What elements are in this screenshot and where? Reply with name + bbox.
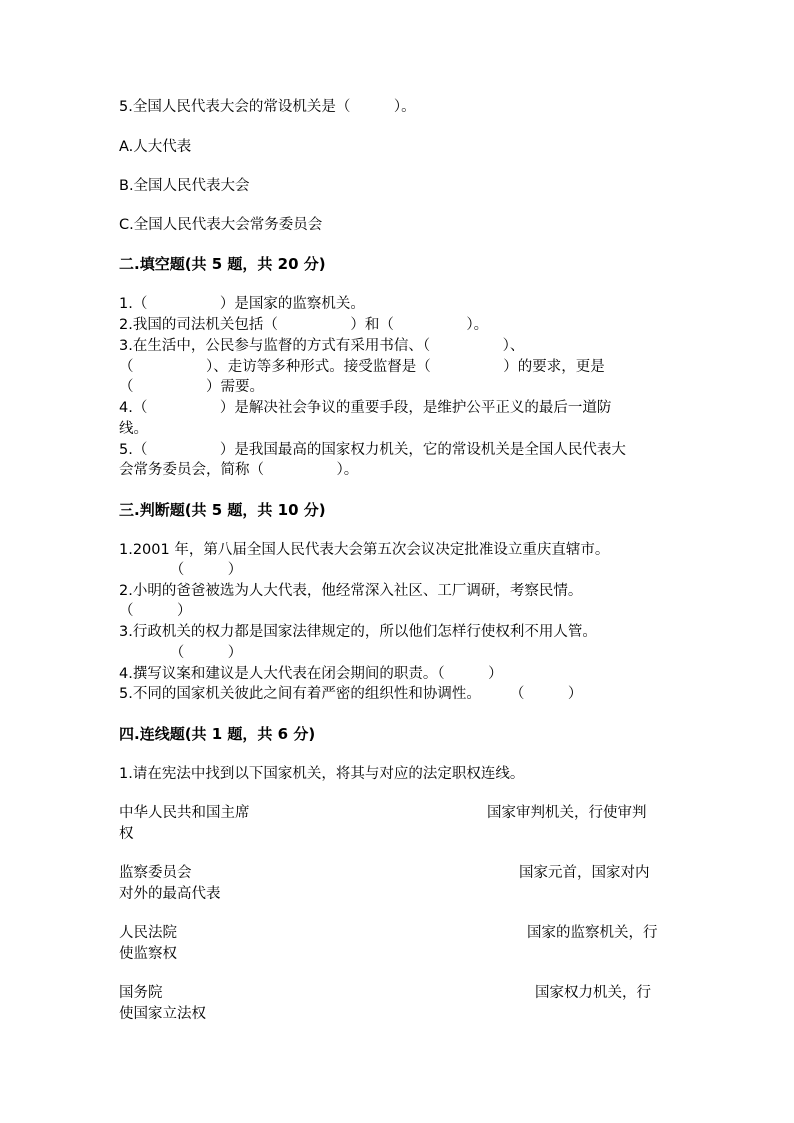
judgement-line: 3.行政机关的权力都是国家法律规定的，所以他们怎样行使权利不用人管。 [119, 624, 597, 640]
fill-blank-line: 3.在生活中，公民参与监督的方式有采用书信、（ ）、 [119, 338, 525, 354]
matching-right-continuation: 使监察权 [119, 946, 177, 962]
matching-left-item: 监察委员会 [119, 865, 192, 881]
fill-blank-line: 5.（ ）是我国最高的国家权力机关，它的常设机关是全国人民代表大 [119, 442, 626, 458]
fill-blank-line: 4.（ ）是解决社会争议的重要手段，是维护公平正义的最后一道防 [119, 400, 612, 416]
matching-right-item: 国家权力机关，行 [535, 985, 651, 1001]
matching-right-continuation: 权 [119, 826, 134, 842]
matching-question: 1.请在宪法中找到以下国家机关，将其与对应的法定职权连线。 [119, 766, 525, 782]
option-c: C.全国人民代表大会常务委员会 [119, 217, 323, 233]
matching-right-continuation: 对外的最高代表 [119, 886, 221, 902]
matching-right-item: 国家元首，国家对内 [519, 865, 650, 881]
section-heading-matching: 四.连线题(共 1 题，共 6 分) [119, 725, 316, 743]
section-heading-fill-blank: 二.填空题(共 5 题，共 20 分) [119, 255, 326, 273]
matching-left-item: 国务院 [119, 985, 163, 1001]
fill-blank-line: （ ）、走访等多种形式。接受监督是（ ）的要求，更是 [119, 359, 605, 375]
fill-blank-line: （ ）需要。 [119, 379, 264, 395]
matching-right-item: 国家的监察机关，行 [527, 925, 658, 941]
matching-right-item: 国家审判机关，行使审判 [487, 805, 647, 821]
judgement-line: （ ） [119, 645, 243, 661]
fill-blank-line: 线。 [119, 421, 148, 437]
fill-blank-line: 会常务委员会，简称（ ）。 [119, 462, 359, 478]
fill-blank-line: 1.（ ）是国家的监察机关。 [119, 296, 365, 312]
fill-blank-line: 2.我国的司法机关包括（ ）和（ ）。 [119, 317, 489, 333]
judgement-line: 1.2001 年，第八届全国人民代表大会第五次会议决定批准设立重庆直辖市。 [119, 542, 610, 558]
judgement-line: 5.不同的国家机关彼此之间有着严密的组织性和协调性。 （ ） [119, 686, 583, 702]
matching-right-continuation: 使国家立法权 [119, 1006, 206, 1022]
judgement-line: （ ） [119, 562, 243, 578]
judgement-line: （ ） [119, 603, 192, 619]
matching-left-item: 人民法院 [119, 925, 177, 941]
option-a: A.人大代表 [119, 139, 192, 155]
section-heading-judgement: 三.判断题(共 5 题，共 10 分) [119, 501, 326, 519]
option-b: B.全国人民代表大会 [119, 178, 250, 194]
judgement-line: 4.撰写议案和建议是人大代表在闭会期间的职责。（ ） [119, 666, 503, 682]
judgement-line: 2.小明的爸爸被选为人大代表，他经常深入社区、工厂调研，考察民情。 [119, 583, 583, 599]
matching-left-item: 中华人民共和国主席 [119, 805, 250, 821]
question-5-stem: 5.全国人民代表大会的常设机关是（ ）。 [119, 99, 416, 115]
